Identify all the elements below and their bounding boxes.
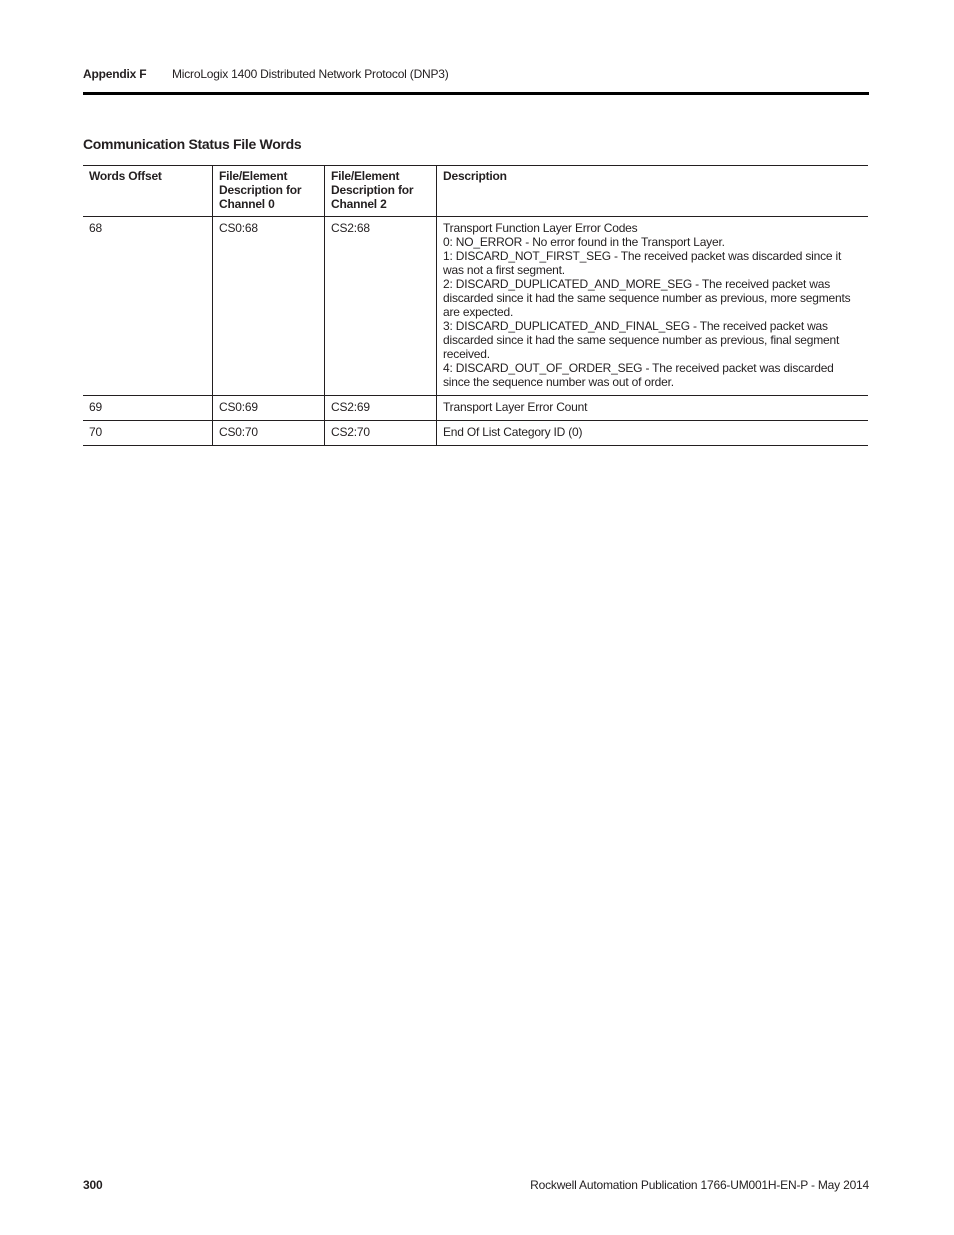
description-line: 1: DISCARD_NOT_FIRST_SEG - The received packet was discarded since it was not a first segment. xyxy=(443,249,842,277)
chapter-title: MicroLogix 1400 Distributed Network Protocol (DNP3) xyxy=(172,67,449,81)
cell-words-offset: 70 xyxy=(83,421,213,446)
publication-info: Rockwell Automation Publication 1766-UM001H-EN-P - May 2014 xyxy=(530,1178,869,1192)
page-number: 300 xyxy=(83,1178,103,1192)
cell-channel-2: CS2:69 xyxy=(325,396,437,421)
section-title: Communication Status File Words xyxy=(83,136,302,152)
cell-words-offset: 69 xyxy=(83,396,213,421)
description-line: 4: DISCARD_OUT_OF_ORDER_SEG - The received packet was discarded since the sequence number was out of order. xyxy=(443,361,834,389)
cell-channel-2: CS2:70 xyxy=(325,421,437,446)
cell-description xyxy=(437,421,869,446)
cell-description xyxy=(437,396,869,421)
table-row xyxy=(83,421,868,446)
column-header-channel-0: File/Element Description for Channel 0 xyxy=(213,166,325,217)
column-header-description: Description xyxy=(437,166,869,217)
cell-description xyxy=(437,217,869,396)
table-row xyxy=(83,396,868,421)
appendix-label: Appendix F xyxy=(83,67,147,81)
description-line: 0: NO_ERROR - No error found in the Transport Layer. xyxy=(443,235,725,249)
column-header-words-offset: Words Offset xyxy=(83,166,213,217)
cell-words-offset: 68 xyxy=(83,217,213,396)
column-header-channel-2: File/Element Description for Channel 2 xyxy=(325,166,437,217)
communication-status-table xyxy=(83,165,868,446)
description-line: Transport Layer Error Count xyxy=(443,400,588,414)
description-line: 3: DISCARD_DUPLICATED_AND_FINAL_SEG - The received packet was discarded since it had the same sequence number as previous, final segment received. xyxy=(443,319,840,361)
cell-channel-0: CS0:69 xyxy=(213,396,325,421)
cell-channel-0: CS0:68 xyxy=(213,217,325,396)
page-header xyxy=(83,66,869,95)
table-header-row xyxy=(83,166,868,217)
description-line: Transport Function Layer Error Codes xyxy=(443,221,638,235)
description-line: 2: DISCARD_DUPLICATED_AND_MORE_SEG - The received packet was discarded since it had the same sequence number as previous, more segments are expected. xyxy=(443,277,851,319)
description-line: End Of List Category ID (0) xyxy=(443,425,583,439)
table-row xyxy=(83,217,868,396)
cell-channel-2: CS2:68 xyxy=(325,217,437,396)
cell-channel-0: CS0:70 xyxy=(213,421,325,446)
